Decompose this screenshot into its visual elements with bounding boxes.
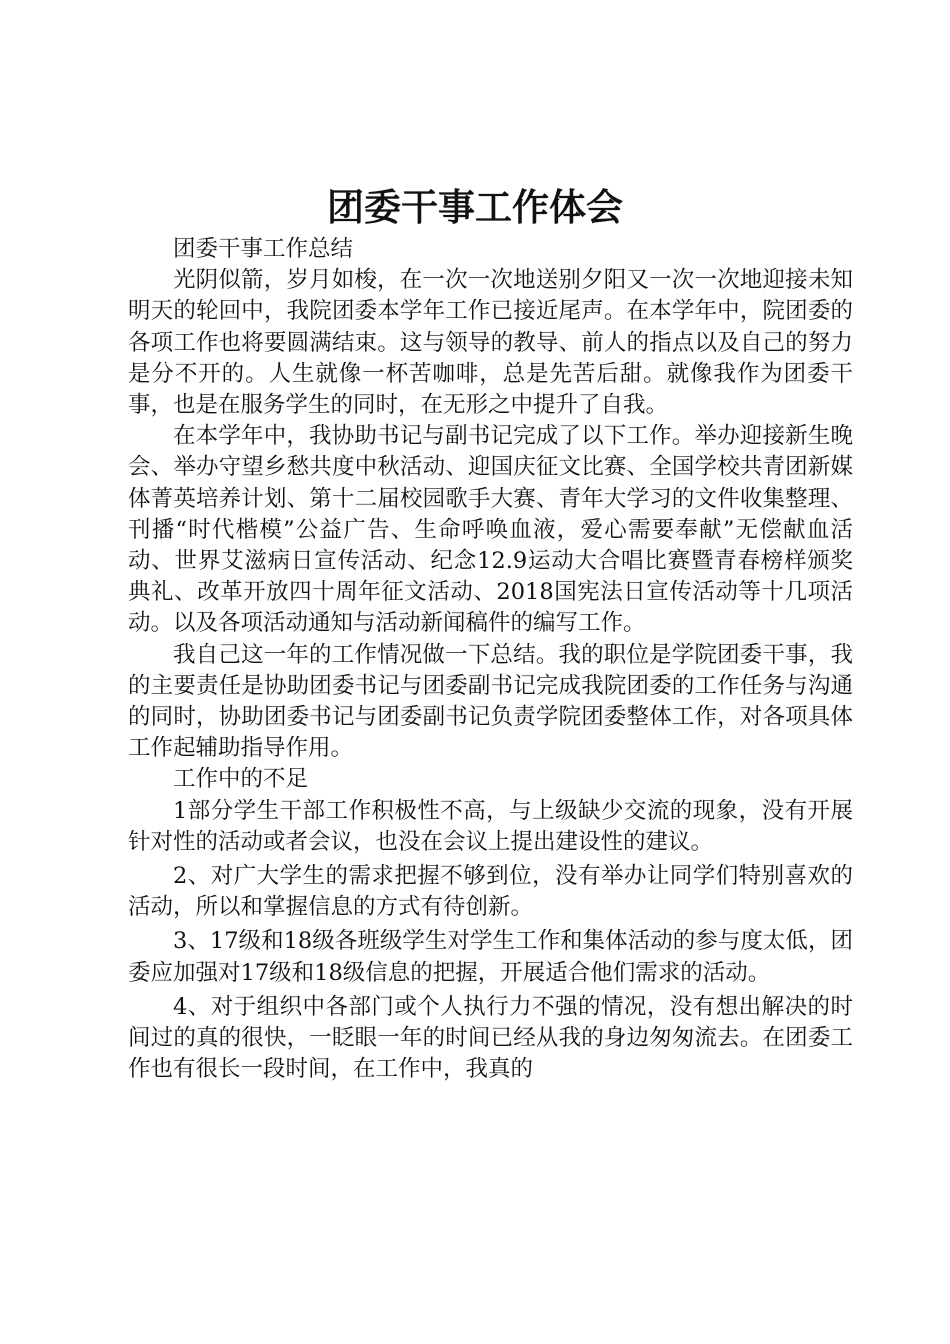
paragraph-shortcoming-1: 1部分学生干部工作积极性不高，与上级缺少交流的现象，没有开展针对性的活动或者会议，也没在会议上提出建设性的建议。 <box>128 797 853 855</box>
section-heading-summary: 团委干事工作总结 <box>173 236 354 262</box>
document-title: 团委干事工作体会 <box>327 185 623 229</box>
document-body <box>128 234 853 1085</box>
paragraph-intro: 光阴似箭，岁月如梭，在一次一次地送别夕阳又一次一次地迎接未知明天的轮回中，我院团委本学年工作已接近尾声。在本学年中，院团委的各项工作也将要圆满结束。这与领导的教导、前人的指点以及自己的努力是分不开的。人生就像一杯苦咖啡，总是先苦后甜。就像我作为团委干事，也是在服务学生的同时，在无形之中提升了自我。 <box>128 267 853 419</box>
paragraph-shortcoming-2: 2、对广大学生的需求把握不够到位，没有举办让同学们特别喜欢的活动，所以和掌握信息的方式有待创新。 <box>128 863 853 921</box>
paragraph-shortcoming-3: 3、17级和18级各班级学生对学生工作和集体活动的参与度太低，团委应加强对17级和18级信息的把握，开展适合他们需求的活动。 <box>128 928 853 986</box>
paragraph-shortcoming-4: 4、对于组织中各部门或个人执行力不强的情况，没有想出解决的时间过的真的很快，一眨眼一年的时间已经从我的身边匆匆流去。在团委工作也有很长一段时间，在工作中，我真的 <box>128 993 853 1083</box>
paragraph-work-list: 在本学年中，我协助书记与副书记完成了以下工作。举办迎接新生晚会、举办守望乡愁共度中秋活动、迎国庆征文比赛、全国学校共青团新媒体菁英培养计划、第十二届校园歌手大赛、青年大学习的文件收集整理、刊播“时代楷模”公益广告、生命呼唤血液，爱心需要奉献”无偿献血活动、世界艾滋病日宣传活动、纪念12.9运动大合唱比赛暨青春榜样颁奖典礼、改革开放四十周年征文活动、2018国宪法日宣传活动等十几项活动。以及各项活动通知与活动新闻稿件的编写工作。 <box>128 423 853 637</box>
section-heading-shortcomings: 工作中的不足 <box>173 766 309 793</box>
paragraph-self-summary: 我自己这一年的工作情况做一下总结。我的职位是学院团委干事，我的主要责任是协助团委书记与团委副书记完成我院团委的工作任务与沟通的同时，协助团委书记与团委副书记负责学院团委整体工作，对各项具体工作起辅助指导作用。 <box>128 641 853 762</box>
